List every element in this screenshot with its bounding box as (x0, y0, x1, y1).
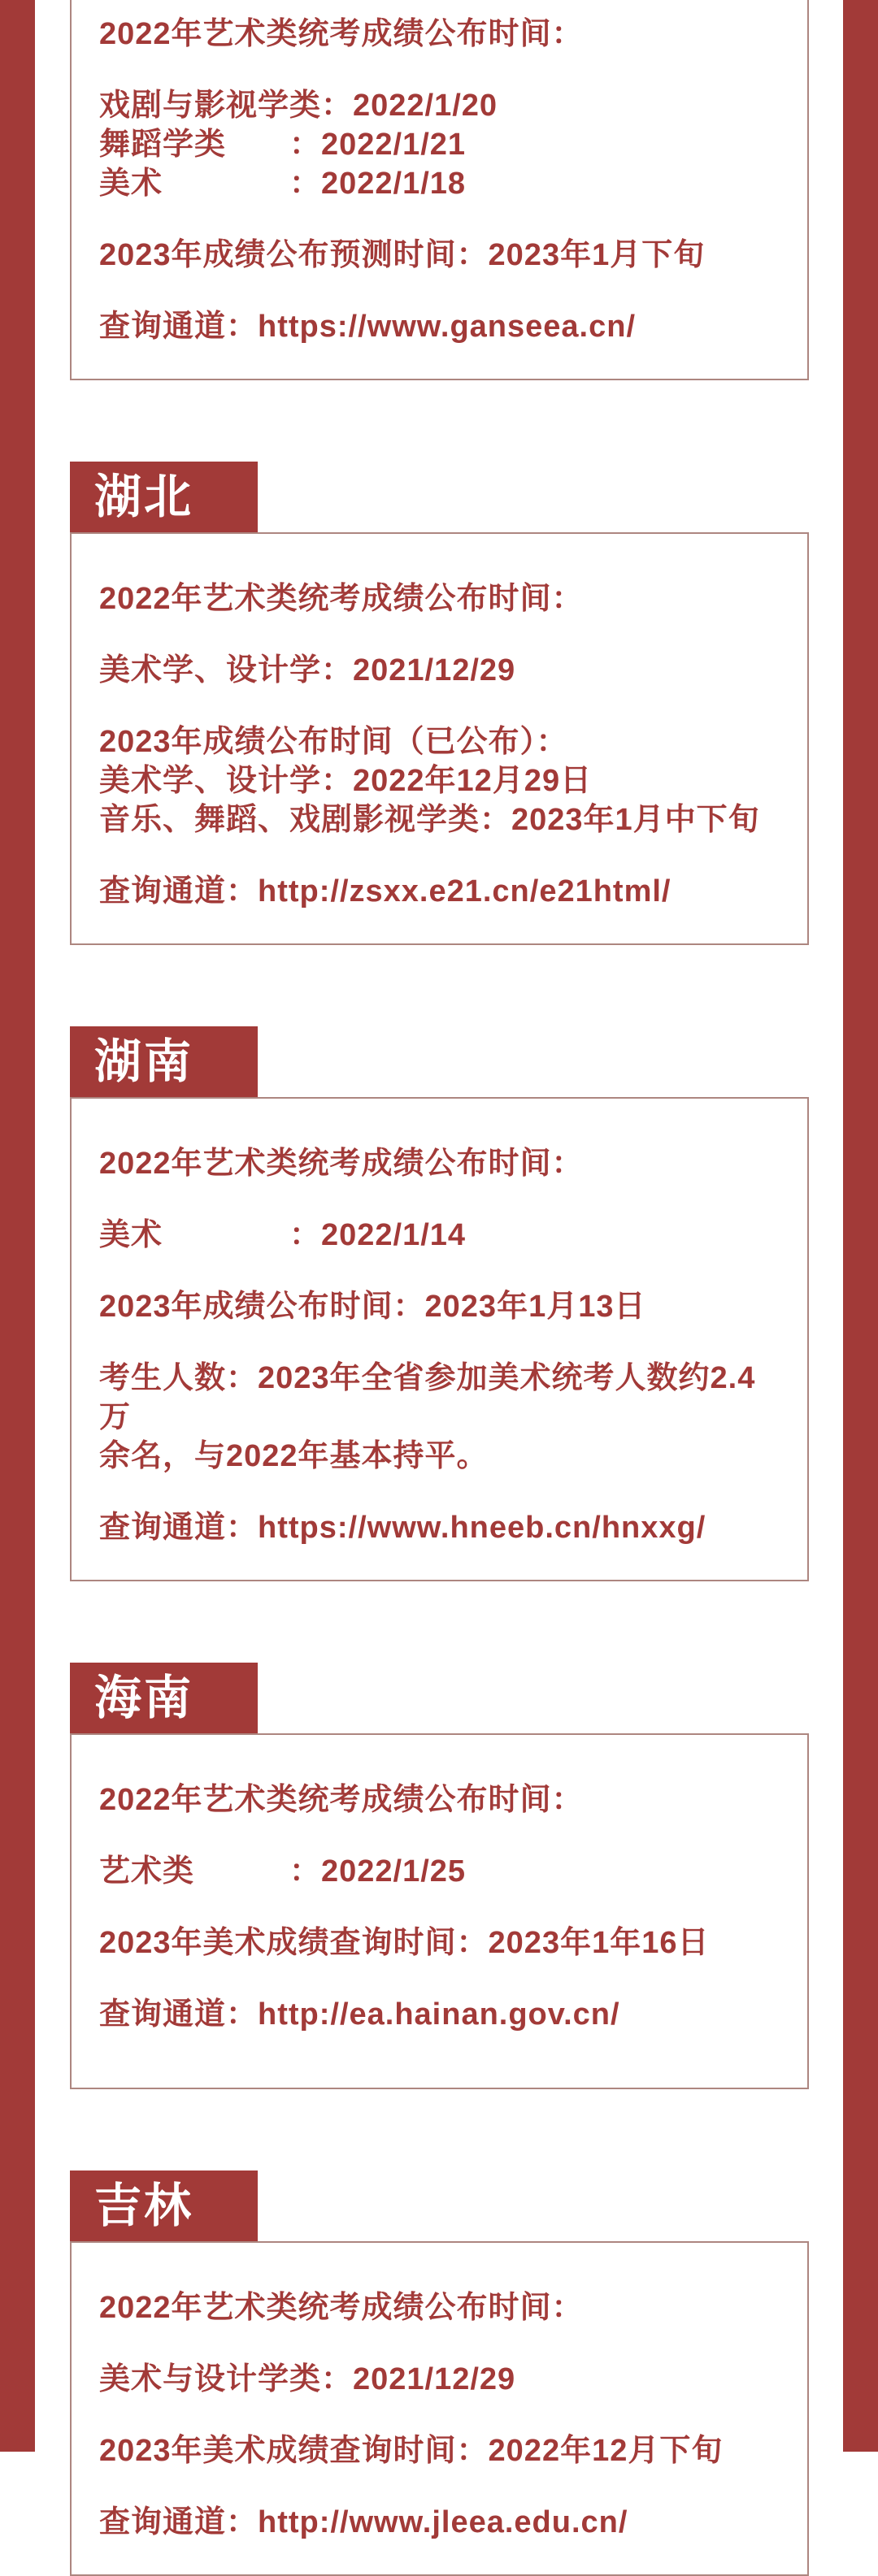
card-text-line: 2023年成绩公布时间（已公布）： (99, 725, 568, 759)
line-gap (99, 1255, 775, 1287)
province-tag (70, 1663, 258, 1733)
line-gap (99, 1476, 775, 1508)
card-text-line: 查询通道：http://www.jleea.edu.cn/ (99, 2505, 628, 2539)
line-gap (99, 2399, 775, 2431)
card-text-line: 查询通道：http://zsxx.e21.cn/e21html/ (99, 874, 672, 909)
line-gap (99, 203, 775, 236)
card-text-line: 美术 ：2022/1/14 (99, 1218, 467, 1252)
card-text-line: 美术 ：2022/1/18 (99, 167, 467, 201)
card-text-line: 2022年艺术类统考成绩公布时间： (99, 2291, 584, 2325)
line-gap (99, 1819, 775, 1852)
card-lines (99, 2288, 775, 2542)
province-section (0, 1026, 878, 1581)
line-gap (99, 2470, 775, 2503)
card-text-line: 美术学、设计学：2021/12/29 (99, 653, 516, 687)
province-card (70, 2241, 809, 2576)
card-text-line: 2023年美术成绩查询时间：2023年1年16日 (99, 1926, 710, 1960)
card-text-line: 2023年成绩公布预测时间：2023年1月下旬 (99, 238, 706, 272)
card-text-line: 美术与设计学类：2021/12/29 (99, 2362, 516, 2396)
province-tag-label: 湖南 (94, 1034, 194, 1088)
province-section (0, 1663, 878, 2089)
card-text-line: 戏剧与影视学类：2022/1/20 (99, 89, 498, 123)
province-section (0, 462, 878, 945)
card-lines (99, 579, 775, 911)
card-lines (99, 1780, 775, 2034)
line-gap (99, 618, 775, 651)
card-text-line: 2022年艺术类统考成绩公布时间： (99, 17, 584, 51)
card-text-line: 美术学、设计学：2022年12月29日 (99, 764, 593, 798)
line-gap (99, 1326, 775, 1359)
card-text-line: 2023年美术成绩查询时间：2022年12月下旬 (99, 2434, 724, 2468)
province-tag-label: 吉林 (94, 2179, 194, 2232)
line-gap (99, 1962, 775, 1995)
province-card (70, 532, 809, 945)
card-text-line: 音乐、舞蹈、戏剧影视学类：2023年1月中下旬 (99, 803, 760, 837)
province-section (0, 0, 878, 380)
card-text-line: 查询通道：http://ea.hainan.gov.cn/ (99, 1997, 620, 2032)
card-lines (99, 15, 775, 346)
line-gap (99, 839, 775, 872)
province-tag (70, 1026, 258, 1097)
province-tag (70, 2171, 258, 2241)
card-text-line: 2022年艺术类统考成绩公布时间： (99, 582, 584, 616)
card-text-line: 2023年成绩公布时间：2023年1月13日 (99, 1290, 646, 1324)
line-gap (99, 2327, 775, 2360)
line-gap (99, 690, 775, 722)
card-text-line: 查询通道：https://www.ganseea.cn/ (99, 310, 637, 344)
card-text-line: 2022年艺术类统考成绩公布时间： (99, 1783, 584, 1817)
card-text-line: 舞蹈学类 ：2022/1/21 (99, 128, 467, 162)
province-tag-label: 海南 (94, 1671, 194, 1724)
province-card (70, 1733, 809, 2089)
card-text-line: 2022年艺术类统考成绩公布时间： (99, 1147, 584, 1181)
province-tag (70, 462, 258, 532)
line-gap (99, 1183, 775, 1216)
line-gap (99, 54, 775, 86)
line-gap (99, 275, 775, 307)
province-card (70, 0, 809, 380)
province-tag-label: 湖北 (94, 470, 194, 523)
card-lines (99, 1144, 775, 1547)
line-gap (99, 1891, 775, 1923)
card-text-line: 艺术类 ：2022/1/25 (99, 1854, 467, 1889)
province-section (0, 2171, 878, 2576)
province-card (70, 1097, 809, 1581)
card-text-line: 考生人数：2023年全省参加美术统考人数约2.4万 (99, 1361, 756, 1434)
card-text-line: 查询通道：https://www.hneeb.cn/hnxxg/ (99, 1511, 706, 1545)
card-text-line: 余名，与2022年基本持平。 (99, 1439, 489, 1473)
